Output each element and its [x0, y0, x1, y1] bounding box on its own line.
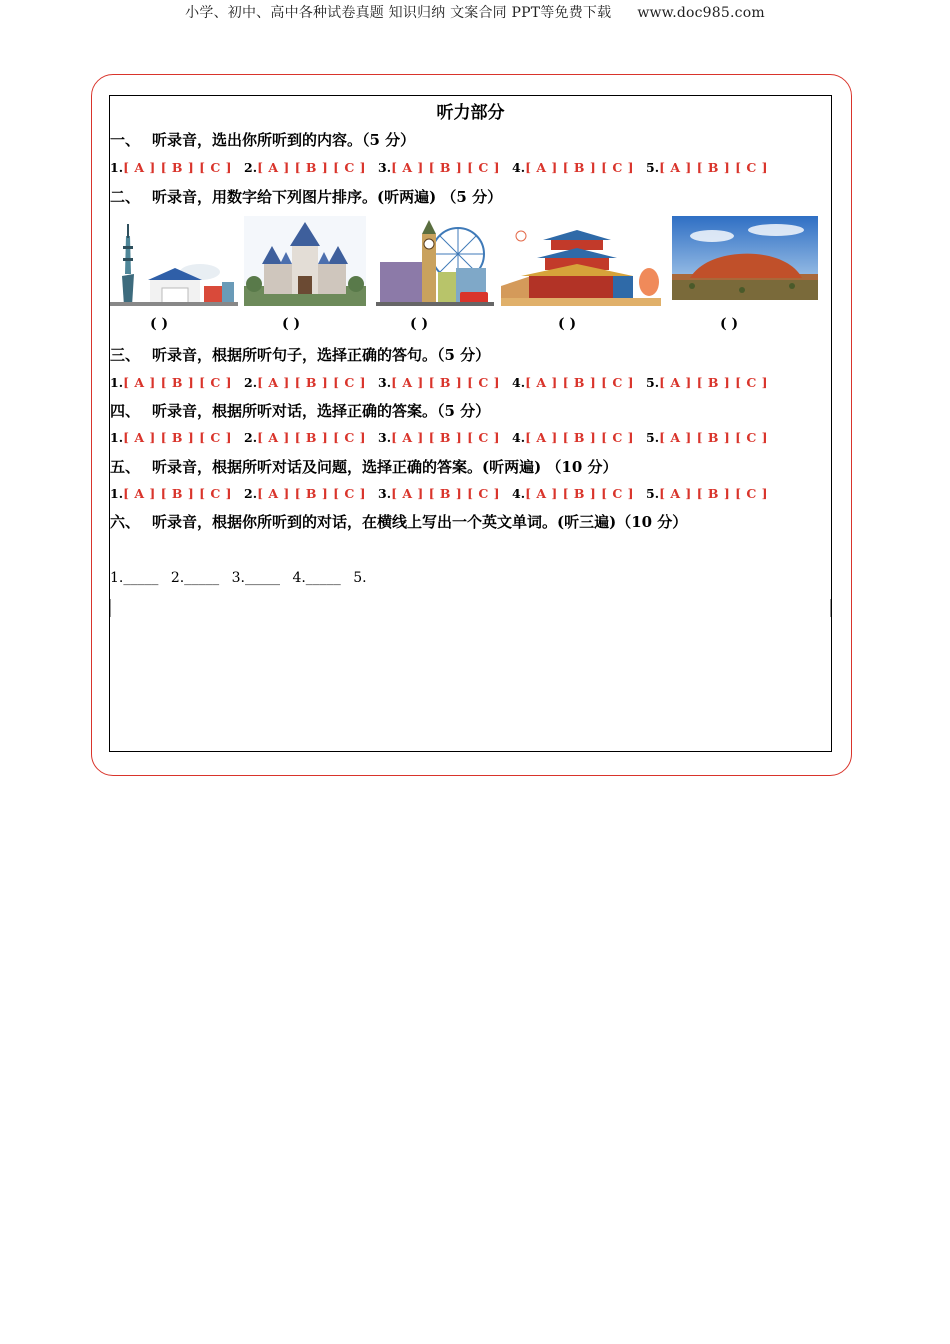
- item-options: [ A ] [ B ] [ C ]: [391, 486, 501, 501]
- section-6-number: 六、: [110, 513, 141, 531]
- section-5-number: 五、: [110, 458, 141, 476]
- item-number: 2.: [244, 486, 258, 501]
- section-2-text: 听录音，用数字给下列图片排序。(听两遍) （5 分）: [152, 188, 503, 206]
- answer-item[interactable]: [378, 486, 500, 501]
- right-margin-tick: [830, 599, 831, 617]
- blank-2[interactable]: 2._____: [170, 570, 220, 586]
- answer-item[interactable]: [110, 375, 232, 390]
- item-number: 1.: [110, 160, 124, 175]
- item-options: [ A ] [ B ] [ C ]: [525, 430, 635, 445]
- item-options: [ A ] [ B ] [ C ]: [659, 160, 769, 175]
- answer-item[interactable]: [244, 486, 366, 501]
- answer-item[interactable]: [646, 160, 768, 175]
- answer-item[interactable]: [110, 430, 232, 445]
- section-3-heading: [110, 344, 490, 365]
- picture-uluru: [672, 216, 818, 300]
- item-number: 1.: [110, 375, 124, 390]
- answer-item[interactable]: [110, 486, 232, 501]
- answer-item[interactable]: [646, 486, 768, 501]
- answer-item[interactable]: [110, 160, 232, 175]
- order-blank-3[interactable]: ( ): [410, 316, 429, 332]
- item-number: 4.: [512, 375, 526, 390]
- item-number: 4.: [512, 430, 526, 445]
- item-number: 5.: [646, 160, 660, 175]
- item-options: [ A ] [ B ] [ C ]: [525, 375, 635, 390]
- item-number: 5.: [646, 375, 660, 390]
- section-4-number: 四、: [110, 402, 141, 420]
- answer-item[interactable]: [378, 375, 500, 390]
- blank-3[interactable]: 3._____: [231, 570, 280, 586]
- answer-sheet-box: [109, 95, 832, 752]
- left-margin-tick: [110, 599, 111, 617]
- section-1-text: 听录音，选出你所听到的内容。（5 分）: [152, 131, 416, 149]
- answer-item[interactable]: [512, 160, 634, 175]
- section-1-heading: [110, 129, 415, 150]
- item-number: 1.: [110, 486, 124, 501]
- item-options: [ A ] [ B ] [ C ]: [525, 160, 635, 175]
- answer-item[interactable]: [646, 375, 768, 390]
- answer-item[interactable]: [646, 430, 768, 445]
- item-number: 2.: [244, 160, 258, 175]
- section-4-heading: [110, 400, 490, 421]
- item-options: [ A ] [ B ] [ C ]: [659, 375, 769, 390]
- blank-5[interactable]: 5.: [353, 570, 367, 586]
- blank-1[interactable]: 1._____: [110, 570, 159, 586]
- fill-in-blanks: [110, 570, 375, 586]
- picture-london: [376, 216, 494, 306]
- item-options: [ A ] [ B ] [ C ]: [257, 486, 367, 501]
- order-blank-1[interactable]: ( ): [150, 316, 169, 332]
- item-options: [ A ] [ B ] [ C ]: [123, 486, 233, 501]
- answer-item[interactable]: [512, 430, 634, 445]
- item-options: [ A ] [ B ] [ C ]: [391, 375, 501, 390]
- section-3-number: 三、: [110, 346, 141, 364]
- item-number: 2.: [244, 375, 258, 390]
- item-options: [ A ] [ B ] [ C ]: [391, 430, 501, 445]
- answer-item[interactable]: [512, 486, 634, 501]
- item-options: [ A ] [ B ] [ C ]: [391, 160, 501, 175]
- section-3-text: 听录音，根据所听句子，选择正确的答句。（5 分）: [152, 346, 491, 364]
- order-blank-5[interactable]: ( ): [720, 316, 739, 332]
- answer-item[interactable]: [378, 430, 500, 445]
- section-5-text: 听录音，根据所听对话及问题，选择正确的答案。(听两遍) （10 分）: [152, 458, 618, 476]
- section-title: 听力部分: [436, 103, 505, 123]
- section-4-text: 听录音，根据所听对话，选择正确的答案。（5 分）: [152, 402, 491, 420]
- order-blank-4[interactable]: ( ): [558, 316, 577, 332]
- item-options: [ A ] [ B ] [ C ]: [123, 375, 233, 390]
- item-options: [ A ] [ B ] [ C ]: [257, 375, 367, 390]
- item-number: 3.: [378, 375, 392, 390]
- header-url[interactable]: www.doc985.com: [637, 5, 765, 21]
- section-6-text: 听录音，根据你所听到的对话，在横线上写出一个英文单词。(听三遍)（10 分）: [152, 513, 688, 531]
- section-2-number: 二、: [110, 188, 141, 206]
- page-header: [0, 2, 950, 22]
- item-options: [ A ] [ B ] [ C ]: [123, 160, 233, 175]
- answer-item[interactable]: [244, 375, 366, 390]
- header-text: 小学、初中、高中各种试卷真题 知识归纳 文案合同 PPT等免费下载: [185, 5, 612, 21]
- answer-item[interactable]: [378, 160, 500, 175]
- item-number: 1.: [110, 430, 124, 445]
- item-number: 3.: [378, 486, 392, 501]
- item-options: [ A ] [ B ] [ C ]: [659, 430, 769, 445]
- picture-castle: [244, 216, 366, 306]
- item-options: [ A ] [ B ] [ C ]: [659, 486, 769, 501]
- section-1-number: 一、: [110, 131, 141, 149]
- section-5-heading: [110, 456, 618, 477]
- order-blank-2[interactable]: ( ): [282, 316, 301, 332]
- item-number: 4.: [512, 486, 526, 501]
- section-6-heading: [110, 511, 687, 532]
- item-number: 3.: [378, 160, 392, 175]
- item-number: 3.: [378, 430, 392, 445]
- section-2-heading: [110, 186, 502, 207]
- answer-item[interactable]: [244, 160, 366, 175]
- answer-item[interactable]: [512, 375, 634, 390]
- item-number: 5.: [646, 486, 660, 501]
- item-number: 4.: [512, 160, 526, 175]
- item-options: [ A ] [ B ] [ C ]: [123, 430, 233, 445]
- item-options: [ A ] [ B ] [ C ]: [525, 486, 635, 501]
- blank-4[interactable]: 4._____: [292, 570, 341, 586]
- item-options: [ A ] [ B ] [ C ]: [257, 160, 367, 175]
- picture-taipei-skyline: [110, 216, 238, 306]
- picture-beijing: [501, 216, 661, 306]
- answer-item[interactable]: [244, 430, 366, 445]
- item-number: 2.: [244, 430, 258, 445]
- item-number: 5.: [646, 430, 660, 445]
- item-options: [ A ] [ B ] [ C ]: [257, 430, 367, 445]
